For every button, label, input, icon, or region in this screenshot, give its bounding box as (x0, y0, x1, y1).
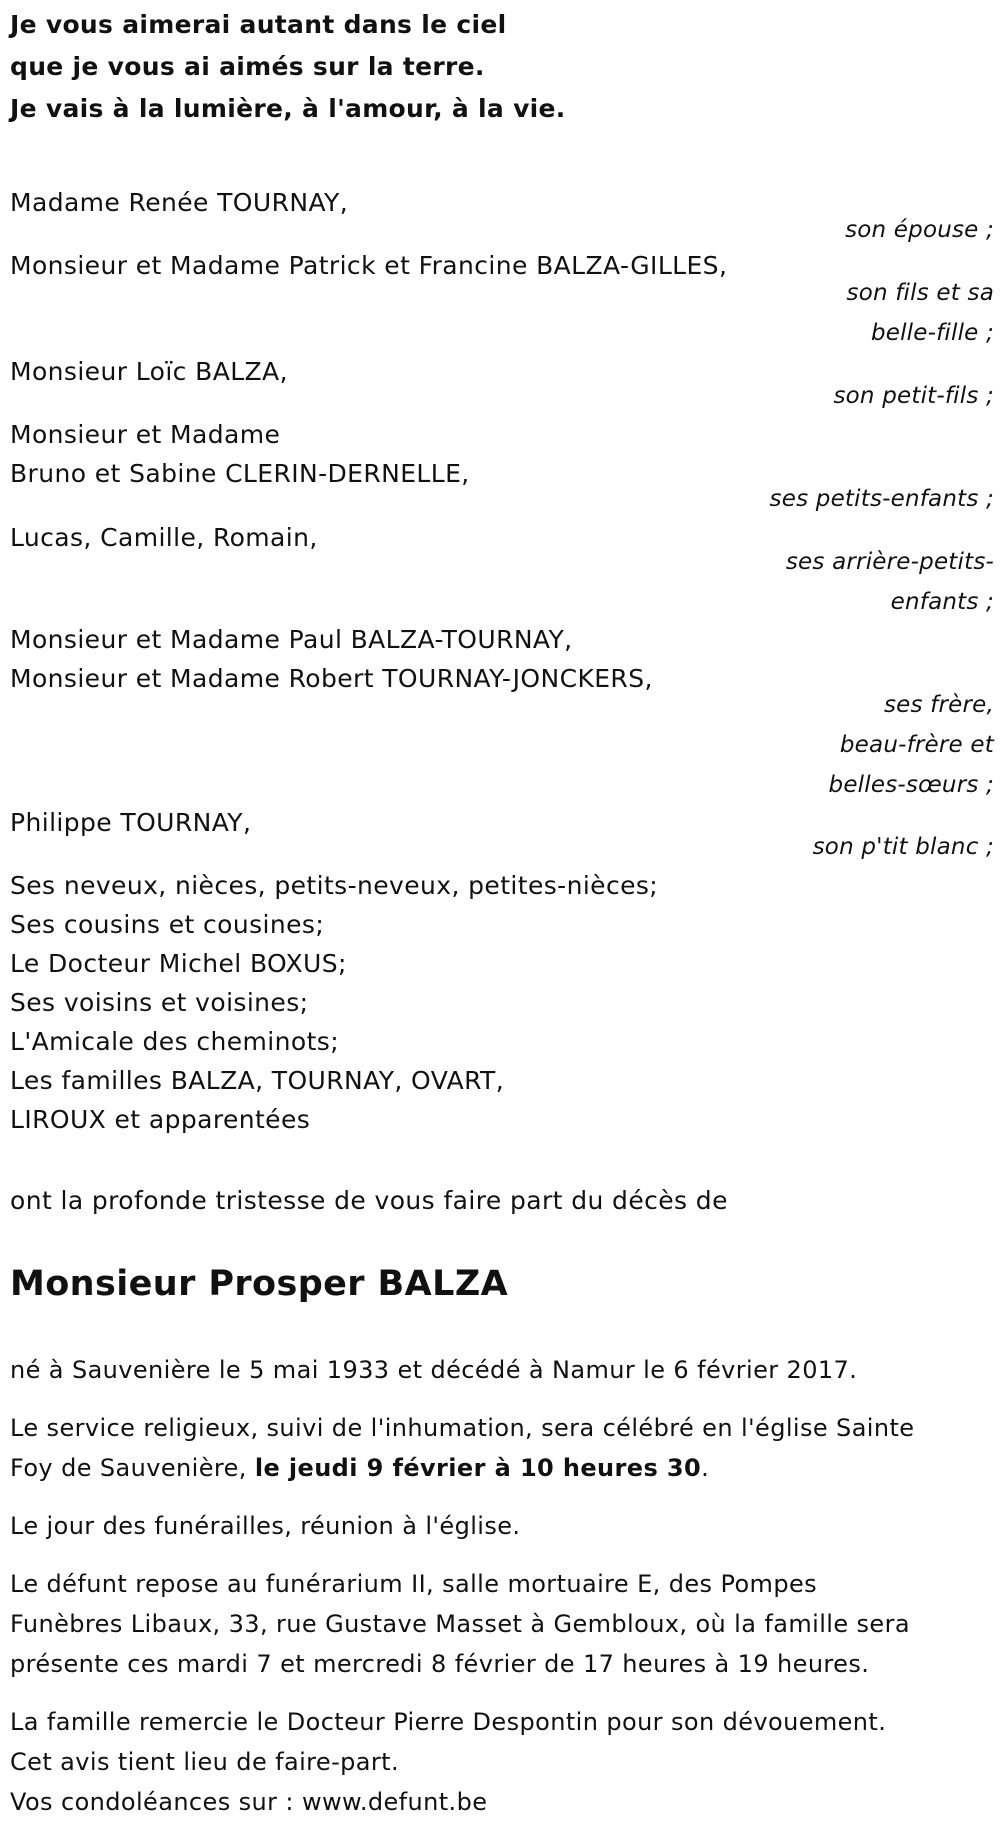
mourner-line: Philippe TOURNAY, (10, 808, 252, 837)
detail-condolences: Vos condoléances sur : www.defunt.be (10, 1788, 488, 1816)
mourner-line: Les familles BALZA, TOURNAY, OVART, (10, 1066, 505, 1095)
mourner-line: Monsieur et Madame Patrick et Francine BALZA-GILLES, (10, 251, 728, 280)
poem-line: que je vous ai aimés sur la terre. (10, 52, 485, 81)
relation-label: beau-frère et (839, 732, 994, 758)
mourner-line: Ses cousins et cousines; (10, 910, 325, 939)
mourner-line: Lucas, Camille, Romain, (10, 523, 318, 552)
detail-repose-line: présente ces mardi 7 et mercredi 8 février de 17 heures à 19 heures. (10, 1650, 870, 1678)
poem-line: Je vous aimerai autant dans le ciel (10, 10, 507, 39)
mourner-line: L'Amicale des cheminots; (10, 1027, 340, 1056)
relation-label: ses frère, (883, 692, 994, 718)
detail-service-line: Le service religieux, suivi de l'inhumation, sera célébré en l'église Sainte (10, 1414, 915, 1442)
detail-repose-line: Le défunt repose au funérarium II, salle mortuaire E, des Pompes (10, 1570, 818, 1598)
mourner-line: Monsieur et Madame (10, 420, 281, 449)
mourner-line: Monsieur Loïc BALZA, (10, 357, 288, 386)
mourner-line: Madame Renée TOURNAY, (10, 188, 349, 217)
detail-birth-death: né à Sauvenière le 5 mai 1933 et décédé à Namur le 6 février 2017. (10, 1356, 858, 1384)
detail-repose-line: Funèbres Libaux, 33, rue Gustave Masset à Gembloux, où la famille sera (10, 1610, 910, 1638)
relation-label: ses petits-enfants ; (769, 486, 994, 512)
detail-avis: Cet avis tient lieu de faire-part. (10, 1748, 399, 1776)
mourner-line: Ses voisins et voisines; (10, 988, 309, 1017)
detail-thanks: La famille remercie le Docteur Pierre Despontin pour son dévouement. (10, 1708, 887, 1736)
relation-label: belle-fille ; (870, 320, 994, 346)
relation-label: son petit-fils ; (833, 383, 994, 409)
detail-reunion: Le jour des funérailles, réunion à l'église. (10, 1512, 521, 1540)
relation-label: son p'tit blanc ; (812, 834, 994, 860)
relation-label: son épouse ; (845, 217, 994, 243)
service-date: le jeudi 9 février à 10 heures 30 (254, 1454, 702, 1482)
mourner-line: Monsieur et Madame Robert TOURNAY-JONCKERS, (10, 664, 653, 693)
mourner-line: Le Docteur Michel BOXUS; (10, 949, 347, 978)
poem (10, 4, 610, 130)
poem-line: Je vais à la lumière, à l'amour, à la vie. (10, 94, 566, 123)
detail-service-line (10, 1448, 709, 1488)
mourner-line: LIROUX et apparentées (10, 1105, 311, 1134)
mourner-line: Bruno et Sabine CLERIN-DERNELLE, (10, 459, 470, 488)
deceased-name: Monsieur Prosper BALZA (10, 1264, 509, 1304)
relation-label: son fils et sa (846, 280, 994, 306)
service-text: Foy de Sauvenière, (10, 1454, 255, 1482)
service-text-end: . (701, 1454, 710, 1482)
relation-label: ses arrière-petits- (785, 549, 994, 575)
relation-label: enfants ; (890, 589, 994, 615)
relation-label: belles-sœurs ; (828, 772, 994, 798)
mourner-line: Monsieur et Madame Paul BALZA-TOURNAY, (10, 625, 573, 654)
announcement-text: ont la profonde tristesse de vous faire part du décès de (10, 1186, 728, 1215)
mourner-line: Ses neveux, nièces, petits-neveux, petites-nièces; (10, 871, 659, 900)
